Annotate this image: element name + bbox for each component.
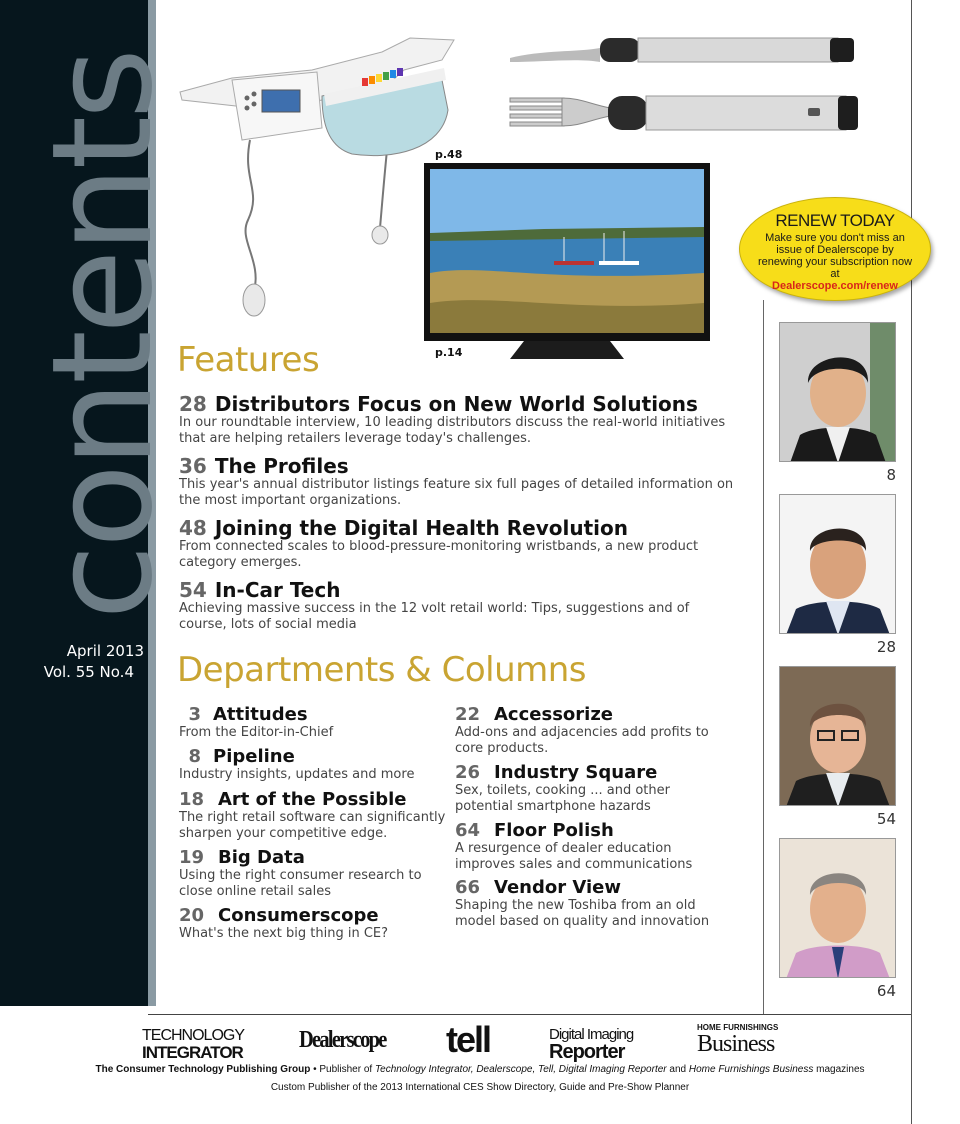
- feature-item[interactable]: [179, 393, 739, 447]
- department-title: Pipeline: [213, 746, 295, 767]
- publisher-and: and: [669, 1064, 687, 1075]
- issue-date: April 2013: [66, 642, 144, 660]
- editor-headshot-2: [779, 494, 896, 634]
- feature-desc: Achieving massive success in the 12 volt retail world: Tips, suggestions and of course, lots of social media: [179, 601, 690, 632]
- department-desc: Sex, toilets, cooking ... and other potential smartphone hazards: [455, 783, 670, 814]
- department-item[interactable]: [455, 705, 725, 757]
- department-desc: From the Editor-in-Chief: [179, 725, 334, 740]
- publisher-magazines: magazines: [816, 1064, 865, 1075]
- publisher-last-title: Home Furnishings Business: [688, 1064, 814, 1075]
- feature-item[interactable]: [179, 455, 739, 509]
- feature-page: 48: [179, 516, 207, 540]
- department-title: Vendor View: [494, 877, 621, 898]
- department-title: Floor Polish: [494, 820, 614, 841]
- toshiba-tv-image: [424, 163, 710, 363]
- headshot-page-28: 28: [876, 638, 896, 656]
- publisher-titles: Technology Integrator, Dealerscope, Tell, Digital Imaging Reporter: [374, 1064, 667, 1075]
- department-desc: Industry insights, updates and more: [179, 767, 415, 782]
- department-title: Attitudes: [213, 704, 308, 725]
- department-item[interactable]: [455, 763, 725, 815]
- department-item[interactable]: [179, 705, 449, 741]
- tell-logo: tell: [446, 1019, 491, 1060]
- editor-headshot-4: [779, 838, 896, 978]
- department-page: 18: [179, 789, 205, 810]
- department-item[interactable]: [455, 821, 725, 873]
- feature-title: In-Car Tech: [214, 578, 341, 602]
- department-desc: A resurgence of dealer education improves sales and communications: [455, 841, 693, 872]
- publisher-line: [0, 1064, 960, 1075]
- department-page: 22: [455, 704, 481, 725]
- department-title: Accessorize: [494, 704, 614, 725]
- department-item[interactable]: [455, 878, 725, 930]
- editor-headshot-1: [779, 322, 896, 462]
- tv-page-ref: p.14: [435, 346, 463, 359]
- home-furnishings-business-logo: HOME FURNISHINGS Business: [697, 1023, 779, 1057]
- department-page: 66: [455, 877, 481, 898]
- feature-title: Distributors Focus on New World Solutions: [214, 392, 698, 416]
- editor-headshot-3: [779, 666, 896, 806]
- feature-page: 54: [179, 578, 207, 602]
- department-desc: Using the right consumer research to close online retail sales: [179, 868, 422, 899]
- department-title: Consumerscope: [218, 905, 379, 926]
- feature-desc: In our roundtable interview, 10 leading distributors discuss the real-world initiatives that are helping retailers leverage today's challenges.: [179, 415, 726, 446]
- feature-title: The Profiles: [214, 454, 349, 478]
- department-page: 64: [455, 820, 481, 841]
- renew-link[interactable]: Dealerscope.com/renew: [772, 280, 898, 292]
- feature-title: Joining the Digital Health Revolution: [214, 516, 628, 540]
- department-page: 8: [188, 746, 201, 767]
- department-item[interactable]: [179, 848, 449, 900]
- feature-desc: From connected scales to blood-pressure-monitoring wristbands, a new product category emerges.: [179, 539, 699, 570]
- dealerscope-logo: Dealerscope: [299, 1027, 386, 1053]
- departments-title: Departments & Columns: [177, 650, 587, 690]
- department-page: 3: [188, 704, 201, 725]
- department-desc: Add-ons and adjacencies add profits to core products.: [455, 725, 709, 756]
- renew-badge[interactable]: [739, 197, 931, 301]
- digital-imaging-reporter-logo: Digital Imaging Reporter: [549, 1026, 634, 1063]
- issue-volume: Vol. 55 No.4: [43, 663, 134, 681]
- feature-item[interactable]: [179, 517, 739, 571]
- department-item[interactable]: [179, 747, 449, 783]
- department-title: Industry Square: [494, 762, 658, 783]
- department-page: 26: [455, 762, 481, 783]
- photo-column-rule: [763, 300, 764, 1014]
- digital-health-glasses-image: [172, 30, 462, 320]
- feature-page: 28: [179, 392, 207, 416]
- contents-heading: contents: [22, 51, 183, 620]
- department-page: 20: [179, 905, 205, 926]
- department-item[interactable]: [179, 906, 449, 942]
- department-desc: The right retail software can significantly sharpen your competitive edge.: [179, 810, 446, 841]
- department-item[interactable]: [179, 790, 449, 842]
- footer-rule: [148, 1014, 911, 1015]
- publisher-group: The Consumer Technology Publishing Group: [95, 1064, 311, 1075]
- features-title: Features: [177, 340, 320, 380]
- department-page: 19: [179, 847, 205, 868]
- feature-item[interactable]: [179, 579, 739, 633]
- publication-logos: [0, 1019, 960, 1063]
- right-rule: [911, 0, 912, 1124]
- technology-integrator-logo: TECHNOLOGY INTEGRATOR: [142, 1027, 245, 1062]
- department-desc: What's the next big thing in CE?: [179, 926, 389, 941]
- headshot-page-54: 54: [876, 810, 896, 828]
- department-desc: Shaping the new Toshiba from an old model based on quality and innovation: [455, 898, 710, 929]
- headshot-page-8: 8: [886, 466, 896, 484]
- headshot-page-64: 64: [876, 982, 896, 1000]
- glasses-page-ref: p.48: [435, 148, 463, 161]
- custom-publisher-line: Custom Publisher of the 2013 International CES Show Directory, Guide and Pre-Show Planner: [270, 1082, 690, 1093]
- renew-title: RENEW TODAY: [775, 211, 895, 230]
- feature-page: 36: [179, 454, 207, 478]
- publisher-of: • Publisher of: [313, 1064, 373, 1075]
- feature-desc: This year's annual distributor listings feature six full pages of detailed information on the most important organizations.: [179, 477, 734, 508]
- smart-fork-image: [500, 28, 870, 148]
- department-title: Big Data: [218, 847, 305, 868]
- department-title: Art of the Possible: [218, 789, 407, 810]
- renew-body: Make sure you don't miss an issue of Dealerscope by renewing your subscription now at: [757, 232, 913, 280]
